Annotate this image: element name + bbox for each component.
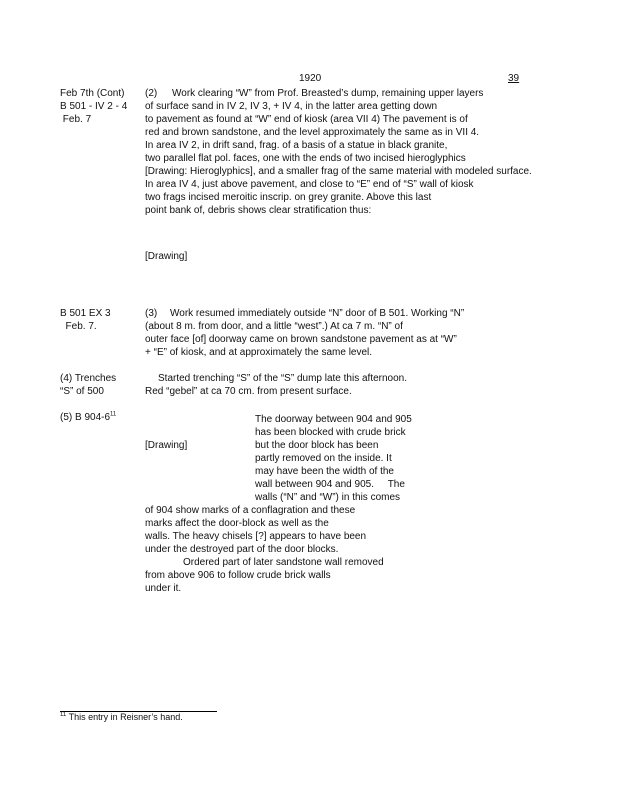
text-line: walls (“N” and “W”) in this comes bbox=[255, 492, 401, 503]
page-number: 39 bbox=[508, 73, 520, 84]
margin-note: “S” of 500 bbox=[60, 386, 104, 397]
entry-number: (3) bbox=[145, 308, 158, 319]
margin-note bbox=[60, 411, 116, 424]
text-line: Work resumed immediately outside “N” door of B 501. Working “N” bbox=[170, 308, 465, 319]
text-line: under the destroyed part of the door blocks. bbox=[145, 544, 339, 555]
margin-note: Feb 7th (Cont) bbox=[60, 88, 125, 99]
footnote-text: This entry in Reisner’s hand. bbox=[68, 712, 183, 722]
text-line: Started trenching “S” of the “S” dump late this afternoon. bbox=[158, 373, 408, 384]
text-line: outer face [of] doorway came on brown sandstone pavement as at “W” bbox=[145, 334, 457, 345]
margin-note: (4) Trenches bbox=[60, 373, 117, 384]
text-line: walls. The heavy chisels [?] appears to have been bbox=[145, 531, 367, 542]
text-line: Red “gebel” at ca 70 cm. from present surface. bbox=[145, 386, 352, 397]
text-line: marks affect the door-block as well as the bbox=[145, 518, 329, 529]
margin-note: B 501 EX 3 bbox=[60, 308, 111, 319]
text-line: of surface sand in IV 2, IV 3, + IV 4, in the latter area getting down bbox=[145, 101, 438, 112]
text-line: has been blocked with crude brick bbox=[255, 427, 406, 438]
text-line: two frags incised meroitic inscrip. on grey granite. Above this last bbox=[145, 192, 432, 203]
text-line: to pavement as found at “W” end of kiosk (area VII 4) The pavement is of bbox=[145, 114, 468, 125]
text-line: Work clearing “W” from Prof. Breasted’s dump, remaining upper layers bbox=[172, 88, 484, 99]
footnote bbox=[60, 711, 183, 724]
text-line: wall between 904 and 905. The bbox=[255, 479, 405, 490]
text-line: The doorway between 904 and 905 bbox=[255, 414, 412, 425]
drawing-placeholder: [Drawing] bbox=[145, 251, 188, 262]
text-line: two parallel flat pol. faces, one with the ends of two incised hieroglyphics bbox=[145, 153, 466, 164]
drawing-placeholder: [Drawing] bbox=[145, 440, 188, 451]
text-line: red and brown sandstone, and the level approximately the same as in VII 4. bbox=[145, 127, 480, 138]
footnote-reference: 11 bbox=[110, 411, 117, 418]
margin-note: B 501 - IV 2 - 4 bbox=[60, 101, 128, 112]
footnote-number: 11 bbox=[60, 712, 67, 718]
margin-note-text: (5) B 904-6 bbox=[60, 412, 111, 423]
text-line: Ordered part of later sandstone wall removed bbox=[183, 557, 384, 568]
text-line: may have been the width of the bbox=[255, 466, 394, 477]
page-year: 1920 bbox=[299, 73, 322, 84]
text-line: under it. bbox=[145, 583, 182, 594]
text-line: from above 906 to follow crude brick walls bbox=[145, 570, 331, 581]
margin-note: Feb. 7. bbox=[60, 321, 97, 332]
text-line: point bank of, debris shows clear stratification thus: bbox=[145, 205, 372, 216]
text-line: [Drawing: Hieroglyphics], and a smaller frag of the same material with modeled surface. bbox=[145, 166, 532, 177]
text-line: In area IV 2, in drift sand, frag. of a basis of a statue in black granite, bbox=[145, 140, 448, 151]
text-line: partly removed on the inside. It bbox=[255, 453, 392, 464]
text-line: but the door block has been bbox=[255, 440, 379, 451]
text-line: In area IV 4, just above pavement, and close to “E” end of “S” wall of kiosk bbox=[145, 179, 474, 190]
text-line: of 904 show marks of a conflagration and these bbox=[145, 505, 356, 516]
text-line: + “E” of kiosk, and at approximately the same level. bbox=[145, 347, 373, 358]
margin-note: Feb. 7 bbox=[60, 114, 92, 125]
entry-number: (2) bbox=[145, 88, 158, 99]
text-line: (about 8 m. from door, and a little “west”.) At ca 7 m. “N” of bbox=[145, 321, 403, 332]
